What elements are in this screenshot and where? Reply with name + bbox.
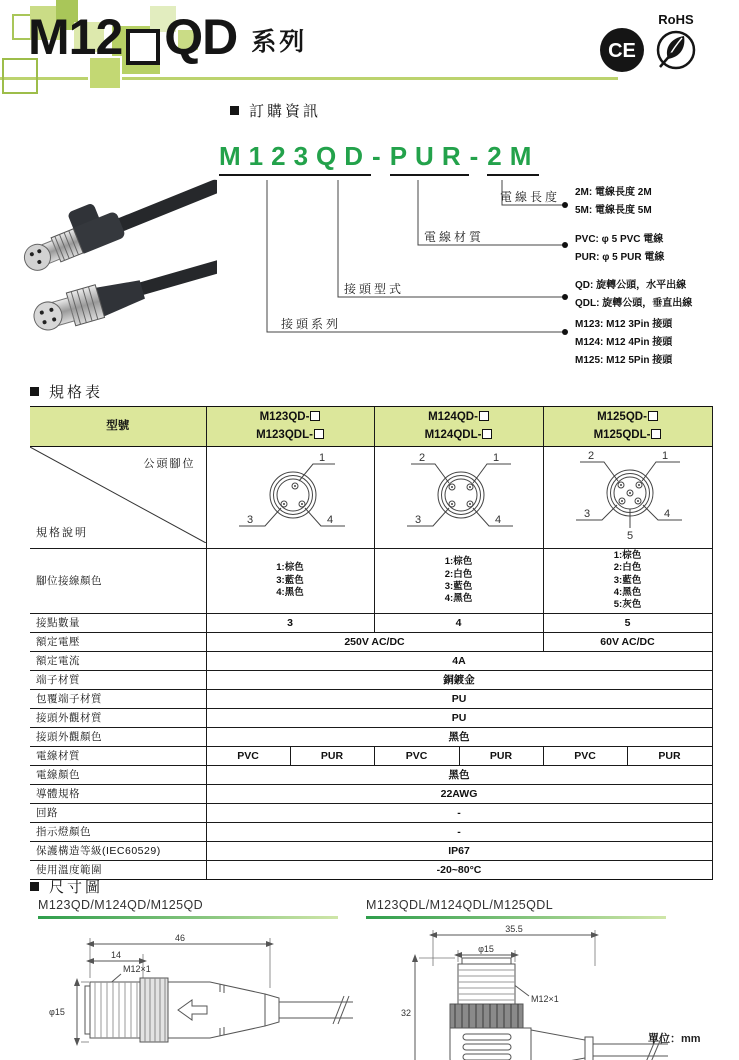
- row-value: 1:棕色 2:白色 3:藍色 4:黑色 5:灰色: [543, 549, 712, 614]
- pin-number: 2: [418, 452, 425, 464]
- pn-dash: -: [469, 141, 487, 171]
- row-label: 保護構造等級(IEC60529): [30, 841, 206, 860]
- row-value: 3: [206, 613, 374, 632]
- spec-row-voltage: [30, 632, 712, 651]
- dim-thread-spec: M12×1: [123, 964, 151, 974]
- section-bullet-icon: [30, 387, 39, 396]
- pn-type-segment: QD: [316, 141, 371, 176]
- row-label: 導體規格: [30, 784, 206, 803]
- option-line: 2M: 電線長度 2M: [575, 187, 652, 198]
- pin-diagram-3pin: [209, 448, 377, 542]
- spec-row-temperature: [30, 860, 712, 879]
- blank-box-glyph: [126, 29, 160, 65]
- branch-options-cable-length: [575, 184, 652, 220]
- row-value: PU: [206, 689, 712, 708]
- spec-section-title: 規格表: [49, 384, 104, 401]
- row-label: 接頭外觀顏色: [30, 727, 206, 746]
- pin-number: 1: [492, 452, 499, 464]
- spec-section-header: [30, 381, 103, 402]
- row-value: -20~80°C: [206, 860, 712, 879]
- option-line: PUR: φ 5 PUR 電線: [575, 252, 665, 263]
- row-value: PVC: [206, 746, 290, 765]
- pin-number: 4: [663, 508, 670, 520]
- pin-diagram-5pin: [546, 448, 714, 542]
- spec-row-protection: [30, 841, 712, 860]
- spec-row-contacts: [30, 613, 712, 632]
- section-bullet-icon: [230, 106, 239, 115]
- row-value: 5: [543, 613, 712, 632]
- row-value: 黑色: [206, 727, 712, 746]
- dim-title-text: M123QD/M124QD/M125QD: [38, 898, 204, 912]
- pin-number: 3: [246, 514, 253, 526]
- title-suffix: QD: [164, 9, 238, 65]
- spec-row-terminal-cover: [30, 689, 712, 708]
- rohs-leaf-icon: [653, 28, 699, 74]
- row-value: PVC: [374, 746, 459, 765]
- spec-row-wire-material: [30, 746, 712, 765]
- row-value: PVC: [543, 746, 627, 765]
- row-value: PU: [206, 708, 712, 727]
- dimensions-section-header: [30, 876, 103, 897]
- spec-row-conductor: [30, 784, 712, 803]
- option-line: 5M: 電線長度 5M: [575, 205, 652, 216]
- dim-title-text: M123QDL/M124QDL/M125QDL: [366, 898, 554, 912]
- model-name: M124QDL-: [424, 428, 482, 441]
- pin-number: 2: [587, 450, 594, 462]
- pn-dash: -: [372, 141, 389, 171]
- checkbox-glyph: [479, 411, 489, 421]
- spec-header-row: [30, 407, 712, 447]
- rohs-label: RoHS: [658, 12, 694, 27]
- spec-row-indicator: [30, 822, 712, 841]
- row-label: 接點數量: [30, 613, 206, 632]
- checkbox-glyph: [651, 429, 661, 439]
- option-line: QD: 旋轉公頭，水平出線: [575, 280, 687, 291]
- branch-label-cable-length: 電線長度: [500, 190, 561, 204]
- row-value: 4A: [206, 651, 712, 670]
- spec-row-current: [30, 651, 712, 670]
- row-value: 4: [374, 613, 543, 632]
- row-label: 電線顏色: [30, 765, 206, 784]
- model-m123-cell: [206, 407, 374, 447]
- pin-header-bottom: 規格說明: [36, 527, 88, 539]
- pin-diagram-m125: [543, 447, 712, 549]
- pin-number: 4: [326, 514, 333, 526]
- model-name: M123QD-: [259, 411, 310, 424]
- product-photo: [5, 163, 217, 335]
- model-m125-cell: [543, 407, 712, 447]
- row-label: 包覆端子材質: [30, 689, 206, 708]
- row-value: PUR: [290, 746, 374, 765]
- option-line: M123: M12 3Pin 接頭: [575, 319, 673, 330]
- row-value: 22AWG: [206, 784, 712, 803]
- spec-table: [30, 406, 713, 880]
- option-line: M124: M12 4Pin 接頭: [575, 337, 673, 348]
- row-value: IP67: [206, 841, 712, 860]
- spec-row-housing-color: [30, 727, 712, 746]
- spec-row-circuit: [30, 803, 712, 822]
- dimension-drawing-right-angle: [363, 922, 675, 1060]
- title-prefix: M12: [28, 9, 123, 65]
- row-label: 指示燈顏色: [30, 822, 206, 841]
- dim-total-width: 35.5: [505, 924, 523, 934]
- spec-row-wire-colors: [30, 549, 712, 614]
- dimensions-section-title: 尺寸圖: [49, 879, 104, 896]
- dim-diameter: φ15: [49, 1007, 65, 1017]
- row-value: 1:棕色 3:藍色 4:黑色: [206, 549, 374, 614]
- row-label: 回路: [30, 803, 206, 822]
- ce-logo-icon: [598, 26, 646, 74]
- model-name: M123QDL-: [256, 428, 313, 441]
- pin-number: 5: [626, 530, 633, 542]
- pin-diagram-4pin: [377, 448, 545, 542]
- branch-label-connector-series: 接頭系列: [281, 317, 342, 331]
- model-name: M125QDL-: [593, 428, 651, 441]
- row-label: 端子材質: [30, 670, 206, 689]
- spec-row-housing-material: [30, 708, 712, 727]
- pin-diagram-m123: [206, 447, 374, 549]
- section-bullet-icon: [30, 882, 39, 891]
- row-value: -: [206, 822, 712, 841]
- checkbox-glyph: [314, 429, 324, 439]
- ce-label: CE: [608, 40, 636, 62]
- part-number: [219, 141, 539, 172]
- pn-series-segment: M123: [219, 141, 316, 176]
- row-value: PUR: [627, 746, 712, 765]
- row-value: 黑色: [206, 765, 712, 784]
- model-name: M125QD-: [597, 411, 647, 424]
- pin-number: 3: [414, 514, 421, 526]
- pin-number: 1: [661, 450, 668, 462]
- row-value: 銅鍍金: [206, 670, 712, 689]
- model-name: M124QD-: [428, 411, 478, 424]
- series-label: 系列: [251, 28, 308, 56]
- branch-options-connector-type: [575, 277, 692, 313]
- row-label: 接頭外觀材質: [30, 708, 206, 727]
- dim-title-right-angle: [366, 898, 666, 919]
- spec-row-terminal: [30, 670, 712, 689]
- dimension-drawing-straight: [35, 930, 365, 1055]
- row-value: 250V AC/DC: [206, 632, 543, 651]
- dim-title-straight: [38, 898, 338, 919]
- unit-label: 單位：mm: [648, 1033, 701, 1045]
- row-value: 1:棕色 2:白色 3:藍色 4:黑色: [374, 549, 543, 614]
- pin-number: 3: [583, 508, 590, 520]
- branch-label-cable-material: 電線材質: [424, 230, 485, 244]
- row-label: 電線材質: [30, 746, 206, 765]
- row-label: 使用溫度範圍: [30, 860, 206, 879]
- dim-title-underline: [38, 916, 338, 919]
- spec-row-wire-color: [30, 765, 712, 784]
- branch-options-connector-series: [575, 316, 672, 370]
- ordering-section-header: [230, 100, 321, 121]
- checkbox-glyph: [648, 411, 658, 421]
- row-value: PUR: [459, 746, 543, 765]
- ordering-section-title: 訂購資訊: [249, 103, 322, 120]
- dim-diameter: φ15: [478, 944, 494, 954]
- branch-label-connector-type: 接頭型式: [344, 282, 405, 296]
- dim-thread-length: 14: [110, 950, 122, 960]
- option-line: M125: M12 5Pin 接頭: [575, 355, 673, 366]
- branch-options-cable-material: [575, 231, 664, 267]
- dim-total-length: 46: [174, 933, 186, 943]
- page-title: [28, 10, 307, 65]
- dim-height: 32: [401, 1008, 412, 1018]
- certification-logos: [598, 10, 718, 82]
- pin-header-top: 公頭腳位: [143, 458, 196, 470]
- pn-length-segment: 2M: [487, 141, 539, 176]
- row-label: 額定電流: [30, 651, 206, 670]
- model-m124-cell: [374, 407, 543, 447]
- diagonal-header-cell: [30, 447, 206, 549]
- pn-material-segment: PUR: [390, 141, 469, 176]
- row-label: 額定電壓: [30, 632, 206, 651]
- option-line: QDL: 旋轉公頭，垂直出線: [575, 298, 693, 309]
- row-label: 腳位接線顏色: [30, 549, 206, 614]
- dim-thread-spec: M12×1: [531, 994, 559, 1004]
- pin-diagram-row: [30, 447, 712, 549]
- row-value: 60V AC/DC: [543, 632, 712, 651]
- checkbox-glyph: [482, 429, 492, 439]
- option-line: PVC: φ 5 PVC 電線: [575, 234, 664, 245]
- pin-number: 4: [494, 514, 501, 526]
- pin-diagram-m124: [374, 447, 543, 549]
- row-value: -: [206, 803, 712, 822]
- checkbox-glyph: [310, 411, 320, 421]
- model-header-cell: 型號: [30, 407, 206, 447]
- dim-title-underline: [366, 916, 666, 919]
- pin-number: 1: [318, 452, 325, 464]
